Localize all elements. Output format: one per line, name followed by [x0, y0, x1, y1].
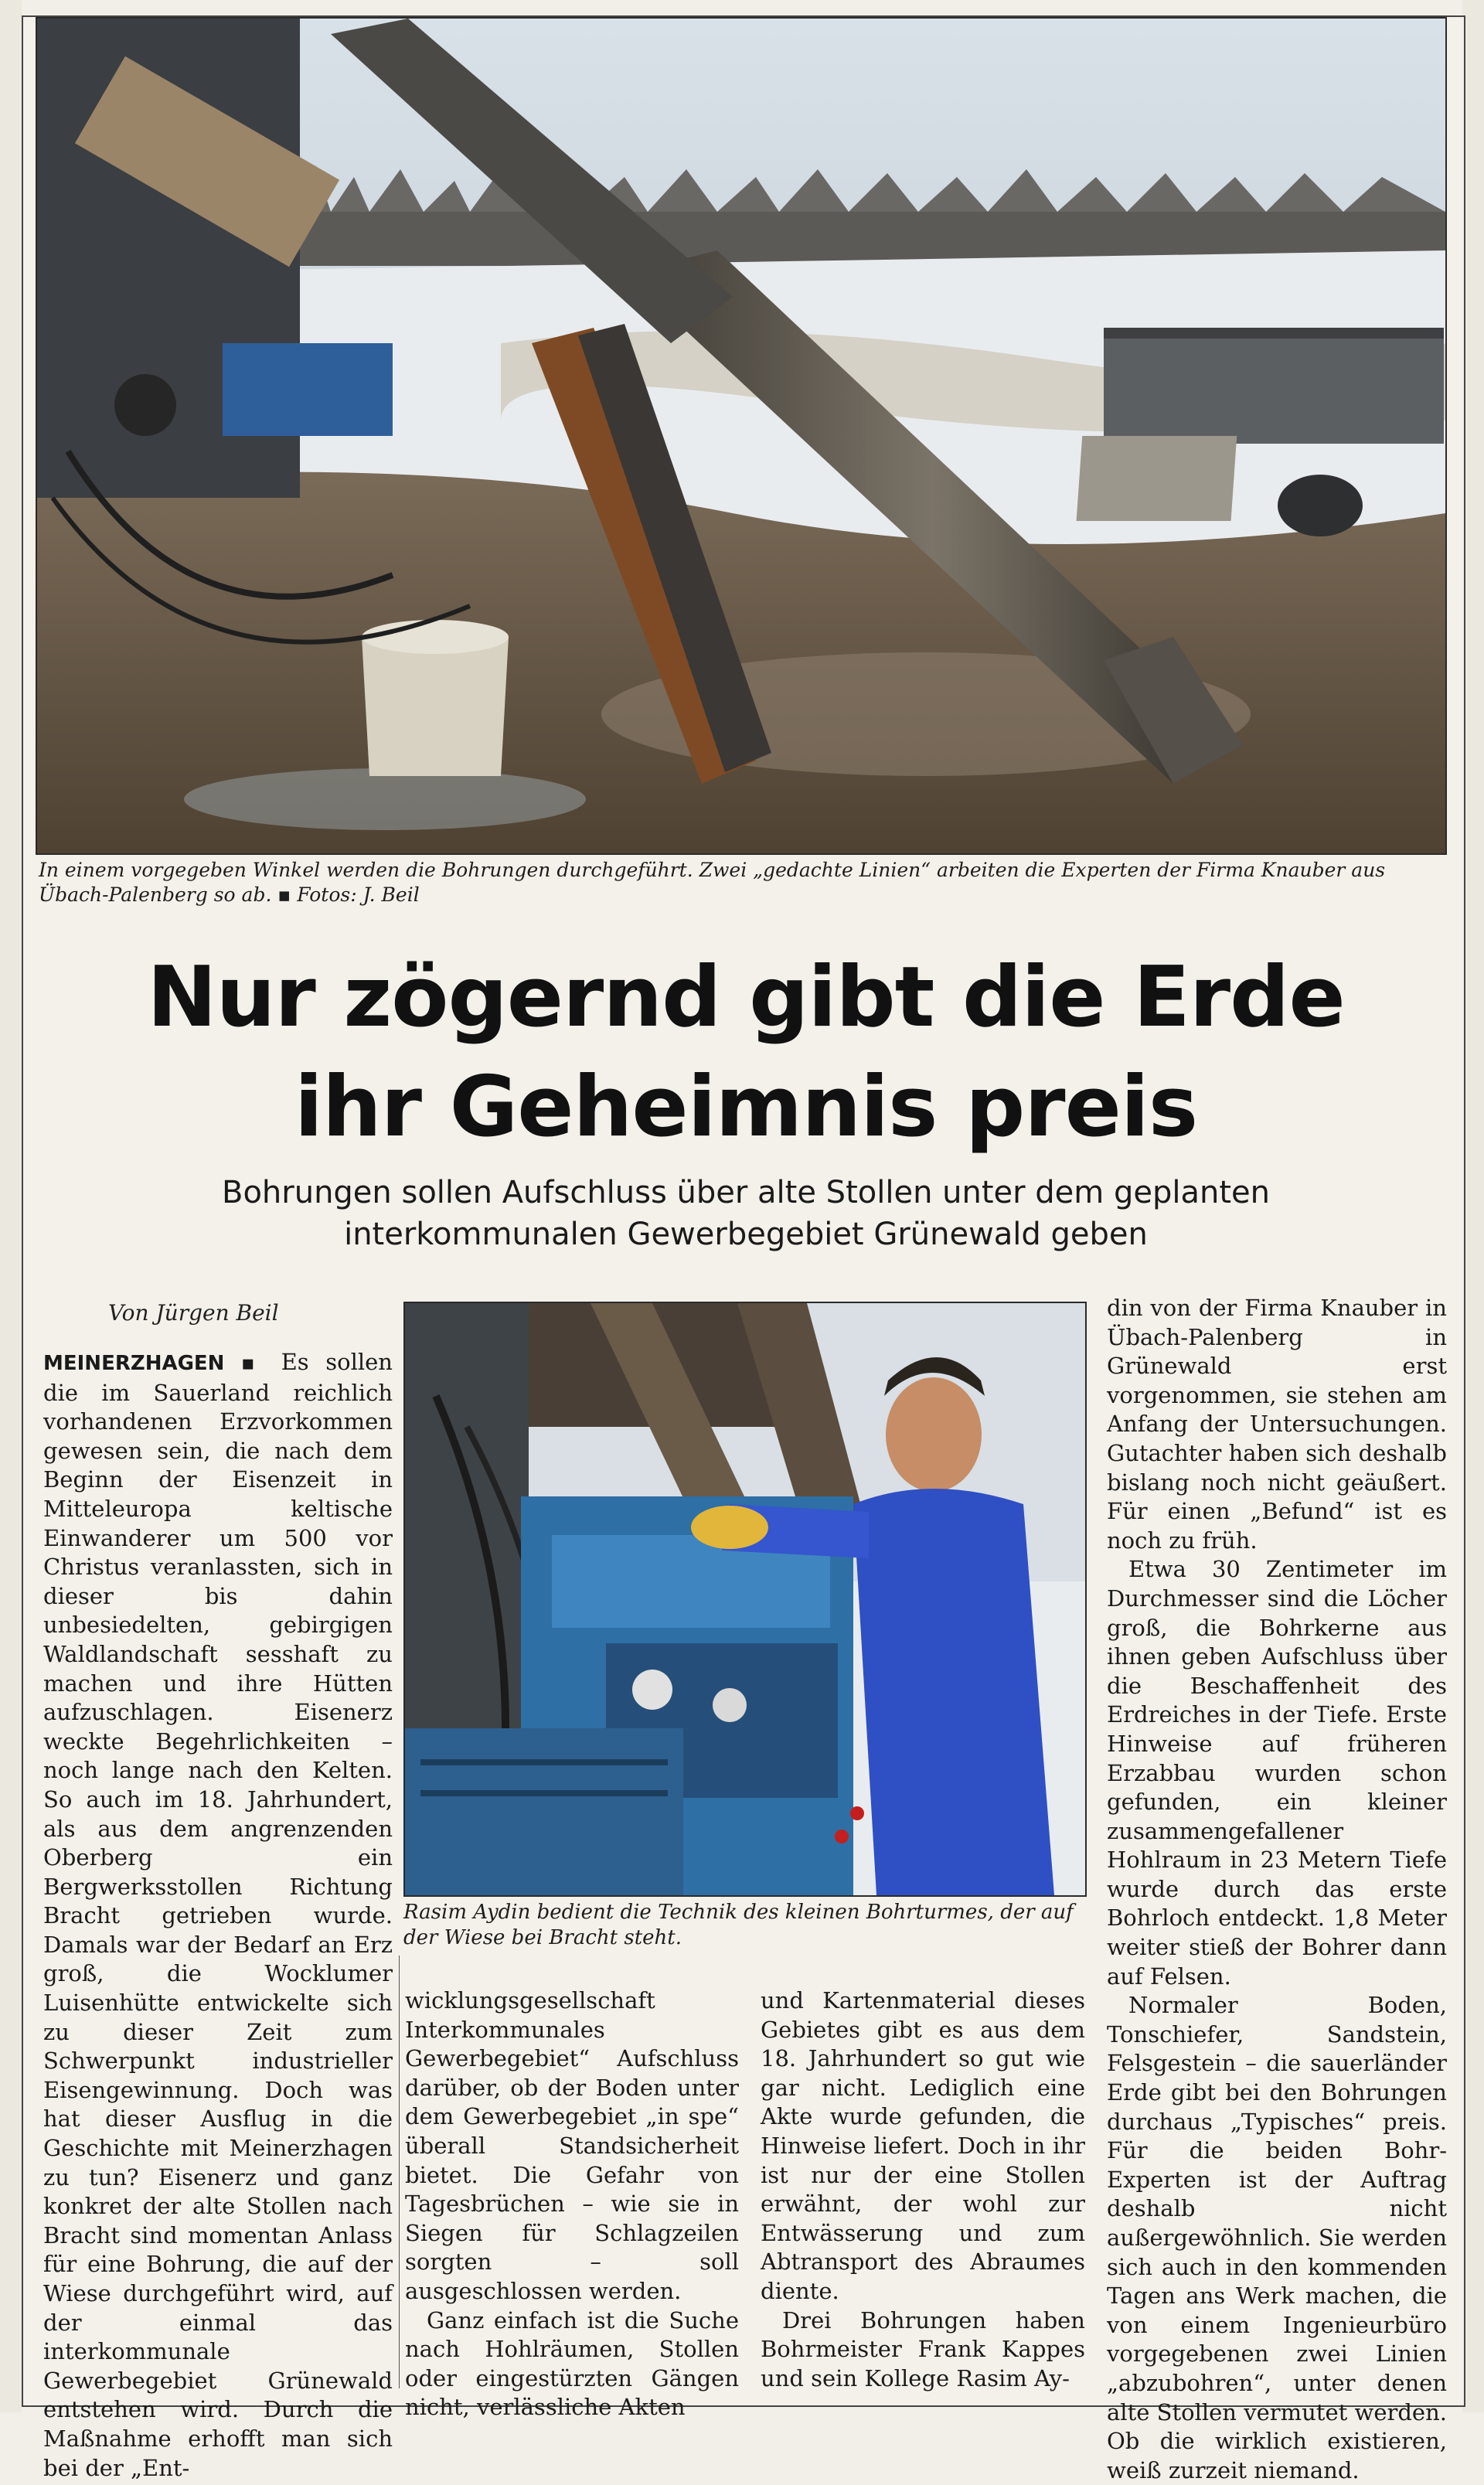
dateline: MEINERZHAGEN ▪: [43, 1352, 264, 1375]
article-paragraph: Etwa 30 Zentimeter im Durchmesser sind die Löcher groß, die Bohrkerne aus ihnen geben Aufschluss über die Beschaffenheit des Erdreiches in der Tiefe. Erste Hinweise auf früheren Erzabbau wurden schon gefunden, ein kleiner zusammengefallener Hohlraum in 23 Metern Tiefe wurde durch das erste Bohrloch entdeckt. 1,8 Meter weiter stieß der Bohrer dann auf Felsen.: [1107, 1556, 1447, 1990]
photo-caption-mid: Rasim Aydin bedient die Technik des kleinen Bohrturmes, der auf der Wiese bei Bracht steht.: [403, 1901, 1074, 1949]
subheadline-line-1: Bohrungen sollen Aufschluss über alte Stollen unter dem geplanten: [222, 1175, 1270, 1210]
photo-drilling-rig: [36, 17, 1447, 855]
article-paragraph: din von der Firma Knauber in Übach-Palenberg in Grünewald erst vorgenommen, sie stehen am Anfang der Untersuchungen. Gutachter haben sich deshalb bislang noch nicht geäußert. Für einen „Befund“ ist es noch zu früh.: [1107, 1295, 1447, 1554]
headline-line-2: ihr Geheimnis preis: [294, 1059, 1198, 1156]
headline: [31, 943, 1461, 1163]
subheadline-line-2: interkommunalen Gewerbegebiet Grünewald geben: [344, 1217, 1148, 1252]
article-column-3: [761, 1986, 1085, 2393]
article-paragraph: wicklungsgesellschaft Interkommunales Gewerbegebiet“ Aufschluss darüber, ob der Boden unter dem Gewerbegebiet „in spe“ überall Standsicherheit bietet. Die Gefahr von Tagesbrüchen – wie sie in Siegen für Schlagzeilen sorgten – soll ausgeschlossen werden.: [405, 1987, 739, 2304]
article-column-2: [405, 1986, 739, 2422]
headline-line-1: Nur zögernd gibt die Erde: [147, 949, 1345, 1046]
article-paragraph: Normaler Boden, Tonschiefer, Sandstein, Felsgestein – die sauerländer Erde gibt bei den Bohrungen durchaus „Typisches“ preis. Für die beiden Bohr-Experten ist der Auftrag deshalb nicht außergewöhnlich. Sie werden sich auch in den kommenden Tagen ans Werk machen, die von einem Ingenieurbüro vorgegebenen zwei Linien „abzubohren“, unter denen alte Stollen vermutet werden. Ob die wirklich existieren, weiß zurzeit niemand.: [1107, 1992, 1447, 2483]
article-paragraph: Drei Bohrungen haben Bohrmeister Frank Kappes und sein Kollege Rasim Ay-: [761, 2306, 1085, 2391]
article-paragraph: Ganz einfach ist die Suche nach Hohlräumen, Stollen oder eingestürzten Gängen nicht, verlässliche Akten: [405, 2306, 739, 2421]
photo-worker-at-rig: [403, 1302, 1087, 1897]
column-rule: [399, 1956, 400, 2388]
adjacent-page-left: [0, 0, 22, 2412]
byline: Von Jürgen Beil: [108, 1300, 279, 1326]
article-paragraph: [43, 1348, 393, 2483]
paragraph-text: Es sollen die im Sauerland reichlich vorhandenen Erzvorkommen gewesen sein, die nach dem Beginn der Eisenzeit in Mitteleuropa keltische Einwanderer um 500 vor Christus veranlassten, sich in dieser bis dahin unbesiedelten, gebirgigen Waldlandschaft sesshaft zu machen und ihre Hütten aufzuschlagen. Eisenerz weckte Begehrlichkeiten – noch lange nach den Kelten. So auch im 18. Jahrhundert, als aus dem angrenzenden Oberberg ein Bergwerksstollen Richtung Bracht getrieben wurde. Damals war der Bedarf an Erz groß, die Wocklumer Luisenhütte entwickelte sich zu dieser Zeit zum Schwerpunkt industrieller Eisengewinnung. Doch was hat dieser Ausflug in die Geschichte mit Meinerzhagen zu tun? Eisenerz und ganz konkret der alte Stollen nach Bracht sind momentan Anlass für eine Bohrung, die auf der Wiese durchgeführt wird, auf der einmal das interkommunale Gewerbegebiet Grünewald entstehen wird. Durch die Maßnahme erhofft man sich bei der „Ent-: [43, 1349, 393, 2481]
subheadline: [31, 1172, 1461, 1255]
article-paragraph: und Kartenmaterial dieses Gebietes gibt es aus dem 18. Jahrhundert so gut wie gar nicht. Lediglich eine Akte wurde gefunden, die Hinweise liefert. Doch in ihr ist nur der eine Stollen erwähnt, der wohl zur Entwässerung und zum Abtransport des Abraumes diente.: [761, 1987, 1085, 2304]
photo-caption-top: In einem vorgegeben Winkel werden die Bohrungen durchgeführt. Zwei „gedachte Linien“ arbeiten die Experten der Firma Knauber aus Übach-Palenberg so ab. ▪ Fotos: J. Beil: [39, 859, 1386, 906]
adjacent-page-right: [1462, 0, 1484, 2412]
article-column-1: [43, 1348, 393, 2483]
article-column-4: [1107, 1294, 1447, 2485]
